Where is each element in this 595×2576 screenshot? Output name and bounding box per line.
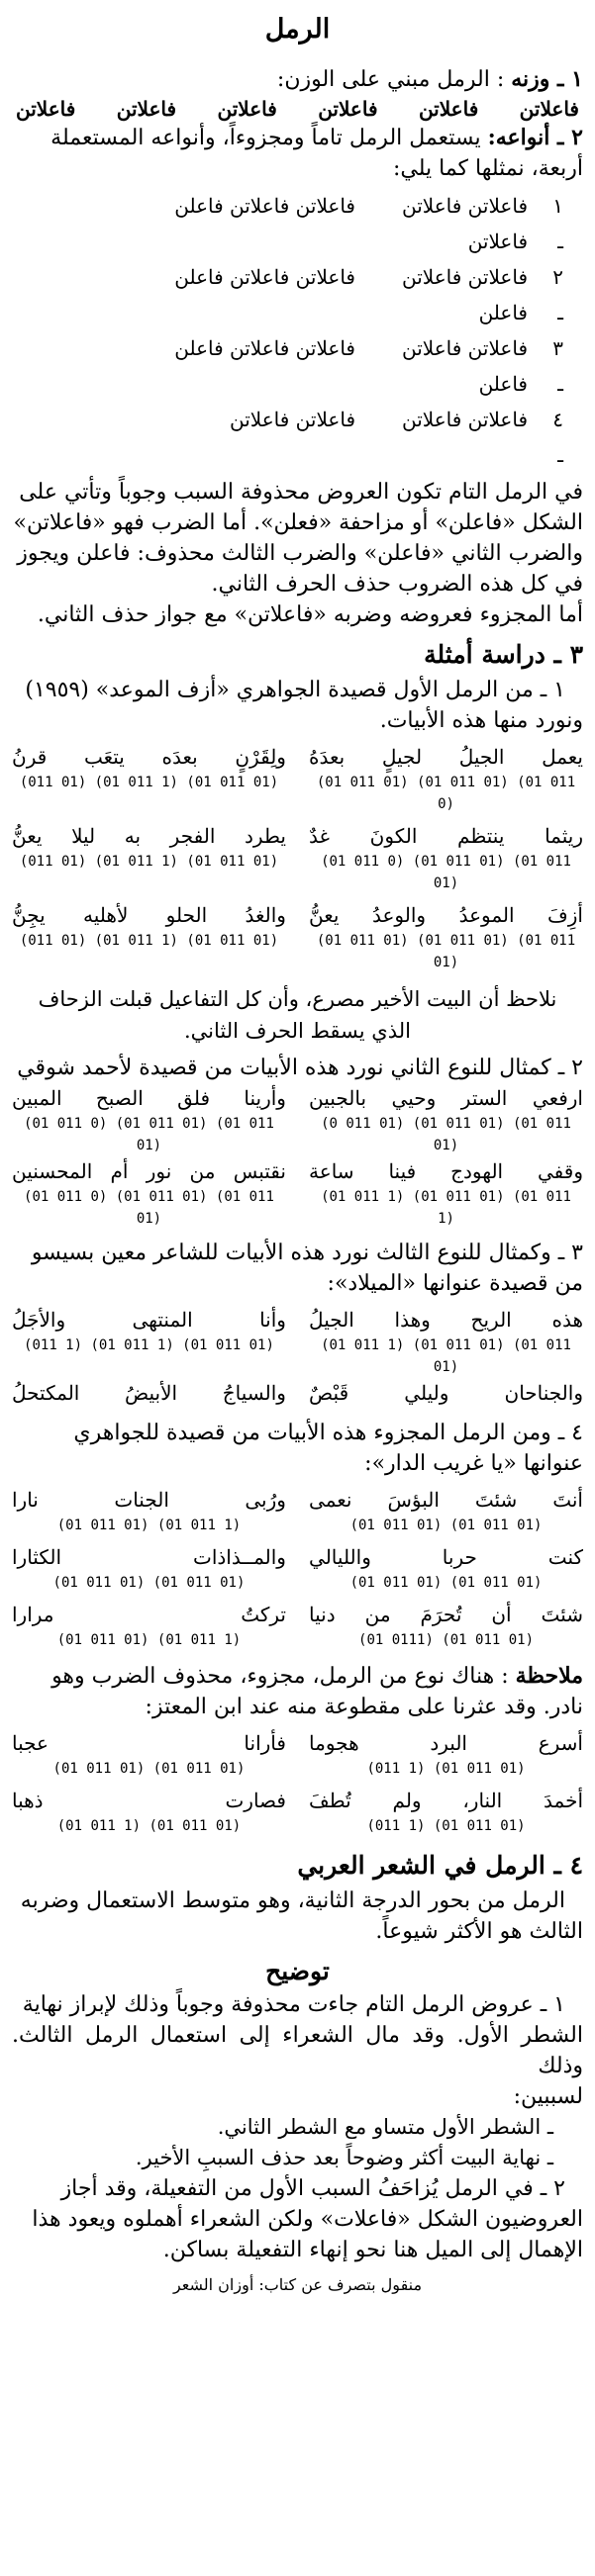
clar-line: ١ ـ عروض الرمل التام جاءت محذوفة وجوباً وذلك لإبراز نهاية — [22, 1992, 565, 2017]
remark-line-2: نادر. وقد عثرنا على مقطوعة منه عند ابن المعتز: — [145, 1695, 583, 1719]
scansion-second: (011 01) (01 011 1) (01 011 01) — [19, 933, 279, 949]
scansion-first: (01 011 01) (01 011 01) — [349, 1575, 543, 1591]
verse-second-half: نقتبس من نور أم المحسنين — [12, 1159, 286, 1183]
verses-group-2 — [12, 1083, 583, 1230]
scansion-line — [12, 1113, 583, 1156]
verse-line — [12, 1786, 583, 1815]
verse-line — [12, 1485, 583, 1515]
verse-line — [12, 1156, 583, 1186]
verses-group-3 — [12, 1305, 583, 1408]
scansion-line — [12, 1758, 583, 1780]
type-first-hemistich: فاعلاتن فاعلاتن فاعلن — [402, 336, 528, 396]
section-2-label: ٢ ـ أنواعه: — [487, 125, 583, 150]
section-4-line: الثالث هو الأكثر شيوعاً. — [375, 1919, 583, 1944]
scansion-second: (01 011 01) (01 011 01) — [52, 1575, 246, 1591]
scansion-first: (01 0111) (01 011 01) — [358, 1632, 535, 1648]
type-first-hemistich: فاعلاتن فاعلاتن فاعلاتن — [402, 194, 528, 253]
scansion-line — [12, 1515, 583, 1536]
example-1-intro: ١ ـ من الرمل الأول قصيدة الجواهري «أزف الموعد» (١٩٥٩) — [25, 678, 565, 702]
verse-line — [12, 742, 583, 772]
type-number: ٤ ـ — [552, 408, 563, 467]
example-4-intro: ٤ ـ ومن الرمل المجزوء هذه الأبيات من قصيدة للجواهري — [73, 1421, 583, 1445]
clar-line: العروضيون الشكل «فاعلات» ولكن الشعراء أهملوه ويعود هذا — [32, 2207, 583, 2232]
scansion-line — [12, 930, 583, 973]
clar-line: لسببين: — [513, 2084, 583, 2109]
clar-line: الإهمال إلى الميل هنا نحو إنهاء التفعيلة بساكن. — [162, 2238, 583, 2262]
type-number: ٢ ـ — [552, 265, 563, 324]
verse-line — [12, 900, 583, 930]
note-1 — [12, 983, 583, 1047]
remark-label: ملاحظة — [515, 1663, 583, 1689]
type-number: ٣ ـ — [552, 336, 563, 396]
verse-first-half: يعمل الجيلُ لجيلٍ بعدَهُ — [309, 745, 583, 769]
section-4-text — [12, 1886, 583, 1947]
verse-line — [12, 1083, 583, 1113]
clarification-p2 — [12, 2173, 583, 2265]
verses-group-4 — [12, 1485, 583, 1651]
example-2-intro: ٢ ـ كمثال للنوع الثاني نورد هذه الأبيات من قصيدة لأحمد شوقي — [17, 1056, 583, 1080]
example-1-intro2: ونورد منها هذه الأبيات. — [379, 708, 583, 733]
section-1-text: : الرمل مبني على الوزن: — [276, 67, 505, 92]
verse-line — [12, 1305, 583, 1334]
verse-first-half: كنت حربا والليالي — [309, 1545, 583, 1569]
type-row — [12, 402, 563, 473]
section-2-text2: أربعة، نمثلها كما يلي: — [392, 156, 583, 181]
type-row — [12, 259, 563, 330]
section-2-text: يستعمل الرمل تاماً ومجزوءاً، وأنواعه المستعملة — [50, 126, 481, 150]
type-second-hemistich: فاعلاتن فاعلاتن — [230, 408, 355, 431]
section-4-line: الرمل من بحور الدرجة الثانية، وهو متوسط الاستعمال وضربه — [20, 1888, 565, 1913]
page-title: الرمل — [264, 14, 331, 45]
note-line: نلاحظ أن البيت الأخير مصرع، وأن كل التفاعيل قبلت الزحاف — [38, 987, 557, 1011]
scansion-first: (01 011 1) (01 011 01) (01 011 01) — [321, 1337, 571, 1375]
section-1-line — [12, 64, 583, 95]
meter-line: فاعلاتن فاعلاتن فاعلاتن فاعلاتن فاعلاتن فاعلاتن — [16, 97, 579, 121]
scansion-line — [12, 1572, 583, 1594]
paragraph-line: والضرب الثاني «فاعلن» والضرب الثالث محذوف: فاعلن ويجوز — [17, 541, 583, 566]
verse-second-half: تركتُ مرارا — [12, 1603, 286, 1626]
verse-first-half: وقفي الهودج فينا ساعة — [309, 1159, 583, 1183]
section-4-heading: ٤ ـ الرمل في الشعر العربي — [297, 1851, 583, 1880]
verse-first-half: والجناحان وليلي قَبْصٌ — [309, 1381, 583, 1405]
verse-first-half: هذه الريح وهذا الجيلُ — [309, 1308, 583, 1332]
scansion-line — [12, 1815, 583, 1837]
note-line: الذي يسقط الحرف الثاني. — [184, 1019, 411, 1043]
scansion-first: (01 011 0) (01 011 01) (01 011 01) — [321, 854, 571, 891]
scansion-second: (01 011 0) (01 011 01) (01 011 01) — [24, 1189, 274, 1227]
verse-first-half: أخمدَ النار، ولم تُطفَ — [309, 1789, 583, 1812]
example-3-intro: ٣ ـ وكمثال للنوع الثالث نورد هذه الأبيات للشاعر معين بسيسو — [31, 1241, 583, 1265]
verse-first-half: أزِفَ الموعدُ والوعدُ يعنُّ — [309, 903, 583, 927]
verse-second-half: وأنا المنتهى والأجَلُ — [12, 1308, 286, 1332]
verses-group-5 — [12, 1728, 583, 1837]
type-row — [12, 330, 563, 402]
paragraph-line: في الرمل التام تكون العروض محذوفة السبب وجوباً وتأتي على — [19, 480, 583, 505]
verse-line — [12, 1600, 583, 1629]
verse-line — [12, 1378, 583, 1408]
verse-first-half: أنتَ شئتَ البؤسَ نعمى — [309, 1488, 583, 1512]
type-row — [12, 188, 563, 259]
verse-second-half: والسياجُ الأبيضُ المكتحلُ — [12, 1381, 286, 1405]
verse-line — [12, 1728, 583, 1758]
verse-second-half: فصارت ذهبا — [12, 1789, 286, 1812]
verse-first-half: ريثما ينتظم الكونَ غدٌ — [309, 824, 583, 848]
section-3-heading: ٣ ـ دراسة أمثلة — [424, 640, 583, 669]
clar-line: الشطر الأول. وقد مال الشعراء إلى استعمال الرمل الثالث. وذلك — [12, 2023, 583, 2078]
scansion-second: (01 011 01) (01 011 1) — [56, 1632, 242, 1648]
verses-group-1 — [12, 742, 583, 973]
verse-second-half: فأرانا عجبا — [12, 1731, 286, 1755]
source-credit: منقول بتصرف عن كتاب: أوزان الشعر — [172, 2275, 423, 2294]
scansion-first: (01 011 01) (01 011 01) (01 011 0) — [316, 775, 576, 812]
section-2-line — [12, 123, 583, 153]
type-second-hemistich: فاعلاتن فاعلاتن فاعلن — [174, 194, 355, 218]
scansion-second: (011 1) (01 011 1) (01 011 01) — [24, 1337, 274, 1353]
verse-second-half: والمــذاذات الكثارا — [12, 1545, 286, 1569]
section-2-paragraph — [12, 477, 583, 630]
type-number: ١ ـ — [552, 194, 563, 253]
verse-line — [12, 1542, 583, 1572]
remark-text: : هناك نوع من الرمل، مجزوء، محذوف الضرب وهو — [51, 1664, 509, 1689]
verse-second-half: وأرينا فلق الصبح المبين — [12, 1086, 286, 1110]
verse-first-half: ارفعي الستر وحيي بالجبين — [309, 1086, 583, 1110]
scansion-line — [12, 1186, 583, 1230]
clarification-heading: توضيح — [265, 1957, 330, 1985]
scansion-line — [12, 1334, 583, 1378]
clarification-p1 — [12, 1989, 583, 2112]
scansion-second: (01 011 01) (01 011 01) — [52, 1761, 246, 1777]
type-second-hemistich: فاعلاتن فاعلاتن فاعلن — [174, 265, 355, 289]
scansion-second: (011 01) (01 011 1) (01 011 01) — [19, 775, 279, 790]
example-4-intro2: عنوانها «يا غريب الدار»: — [364, 1451, 583, 1476]
section-1-label: ١ ـ وزنه — [511, 66, 583, 92]
type-first-hemistich: فاعلاتن فاعلاتن فاعلن — [402, 265, 528, 324]
type-first-hemistich: فاعلاتن فاعلاتن — [402, 408, 528, 431]
scansion-first: (011 1) (01 011 01) — [366, 1818, 526, 1834]
paragraph-line: في كل هذه الضروب حذف الحرف الثاني. — [211, 572, 583, 597]
scansion-second: (01 011 1) (01 011 01) — [56, 1818, 242, 1834]
scansion-line — [12, 772, 583, 815]
bullet-item: ـ الشطر الأول متساو مع الشطر الثاني. — [217, 2115, 553, 2139]
example-3-intro2: من قصيدة عنوانها «الميلاد»: — [327, 1271, 583, 1296]
scansion-first: (011 1) (01 011 01) — [366, 1761, 526, 1777]
verse-second-half: والغدُ الحلو لأهليه يجِنُّ — [12, 903, 286, 927]
clar-line: ٢ ـ في الرمل يُزاحَفُ السبب الأول من التفعيلة، وقد أجاز — [60, 2176, 565, 2201]
remark-line — [12, 1661, 583, 1692]
verse-second-half: ولِقَرْنٍ بعدَه يتعَب قرنُ — [12, 745, 286, 769]
scansion-first: (01 011 01) (01 011 01) (01 011 01) — [316, 933, 576, 970]
remark-block — [12, 1661, 583, 1722]
type-second-hemistich: فاعلاتن فاعلاتن فاعلن — [174, 336, 355, 360]
verse-first-half: أسرع البرد هجوما — [309, 1731, 583, 1755]
verse-first-half: شئتَ أن تُحرَمَ من دنيا — [309, 1603, 583, 1626]
scansion-line — [12, 1629, 583, 1651]
verse-second-half: ورُبى الجنات نارا — [12, 1488, 286, 1512]
verse-second-half: يطرد الفجر به ليلا يعنُّ — [12, 824, 286, 848]
scansion-first: (01 011 01) (01 011 01) — [349, 1518, 543, 1533]
bullet-item: ـ نهاية البيت أكثر وضوحاً بعد حذف السببِ الأخير. — [135, 2146, 553, 2169]
scansion-line — [12, 851, 583, 894]
scansion-second: (011 01) (01 011 1) (01 011 01) — [19, 854, 279, 870]
scansion-second: (01 011 01) (01 011 1) — [56, 1518, 242, 1533]
paragraph-line: الشكل «فاعلن» أو مزاحفة «فعلن». أما الضرب فهو «فاعلاتن» — [13, 510, 583, 535]
verse-line — [12, 821, 583, 851]
scansion-first: (0 011 01) (01 011 01) (01 011 01) — [321, 1116, 571, 1153]
scansion-first: (01 011 1) (01 011 01) (01 011 1) — [321, 1189, 571, 1227]
types-list — [12, 184, 583, 477]
paragraph-line: أما المجزوء فعروضه وضربه «فاعلاتن» مع جواز حذف الثاني. — [37, 602, 583, 627]
scansion-second: (01 011 0) (01 011 01) (01 011 01) — [24, 1116, 274, 1153]
